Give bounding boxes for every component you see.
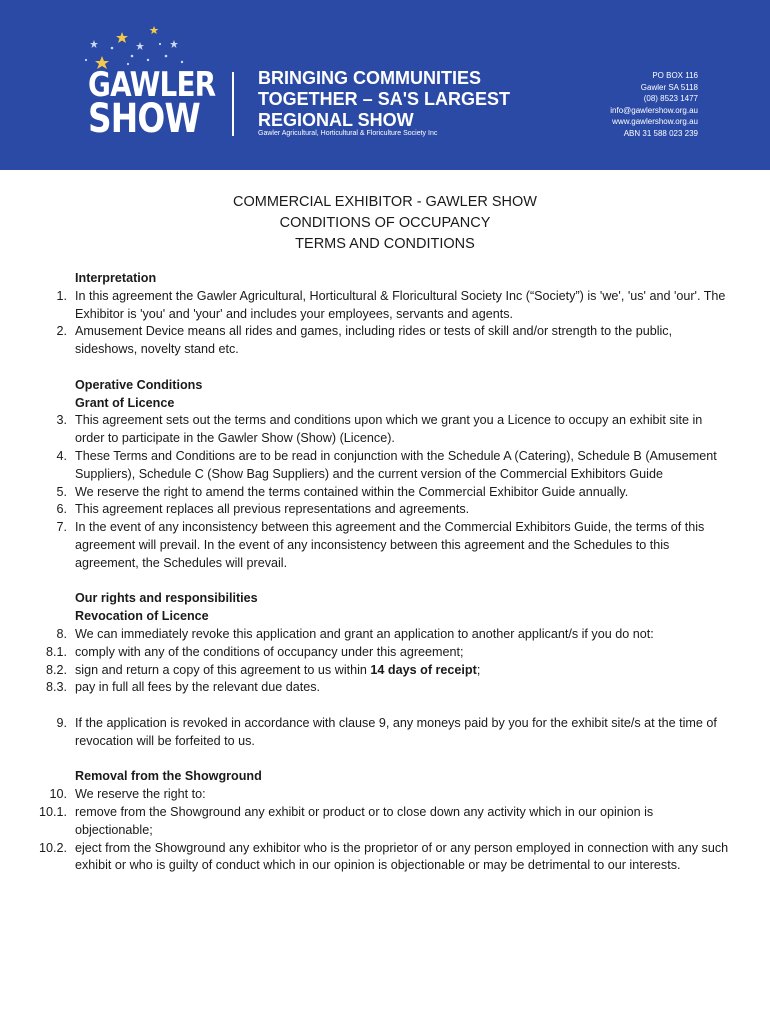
clause-number: 3. xyxy=(56,413,67,428)
clause-number: 4. xyxy=(56,448,67,463)
title-line: COMMERCIAL EXHIBITOR - GAWLER SHOW xyxy=(233,194,537,210)
clause-text: eject from the Showground any exhibitor who is the proprietor of or any person employed in connection with any such exhibit or who is guilty of conduct which in our opinion is objectionable or may be detrimental to our interests. xyxy=(75,840,729,873)
clause-text: In this agreement the Gawler Agricultural, Horticultural & Floricultural Society Inc (“Society”) is 'we', 'us' and 'our'. The Exhibitor is 'you' and 'your' and includes your employees, servants and agents. xyxy=(75,288,726,321)
clause-text: Amusement Device means all rides and games, including rides or tests of skill and/or strength to the public, sideshows, novelty stand etc. xyxy=(75,324,673,357)
tagline-line: BRINGING COMMUNITIES xyxy=(258,68,481,88)
clause-8-2 xyxy=(0,662,770,680)
clause-8-1 xyxy=(0,644,770,662)
document-body xyxy=(0,270,770,875)
tagline-line: TOGETHER – SA'S LARGEST xyxy=(258,89,510,109)
clause-text: This agreement sets out the terms and conditions upon which we grant you a Licence to occupy an exhibit site in order to participate in the Gawler Show (Show) (Licence). xyxy=(75,413,703,446)
clause-text: These Terms and Conditions are to be read in conjunction with the Schedule A (Catering), Schedule B (Amusement Suppliers), Schedule C (Show Bag Suppliers) and the current version of the Commercial Exhibitors Guide xyxy=(75,448,717,481)
section-heading-interpretation: Interpretation xyxy=(75,271,157,285)
clause-3 xyxy=(0,412,770,448)
clause-number: 1. xyxy=(56,288,67,303)
title-line: CONDITIONS OF OCCUPANCY xyxy=(279,215,491,231)
clause-number: 10.2. xyxy=(38,840,67,855)
clause-8-3 xyxy=(0,679,770,697)
clause-text: sign and return a copy of this agreement to us within xyxy=(75,662,371,677)
clause-number: 8. xyxy=(56,626,67,641)
clause-number: 8.3. xyxy=(45,680,67,695)
fireworks-stars-icon xyxy=(82,22,192,70)
clause-10-1 xyxy=(0,804,770,840)
clause-text: remove from the Showground any exhibit or product or to close down any activity which in our opinion is objectionable; xyxy=(75,804,654,837)
clause-text: We can immediately revoke this application and grant an application to another applicant/s if you do not: xyxy=(75,626,654,641)
contact-po-box: PO BOX 116 xyxy=(652,71,698,80)
clause-number: 8.1. xyxy=(45,644,67,659)
header-divider xyxy=(232,72,234,136)
clause-number: 10.1. xyxy=(38,804,67,819)
logo-line-2: SHOW xyxy=(88,96,200,142)
contact-block xyxy=(610,70,698,139)
section-heading-operative: Operative Conditions xyxy=(75,377,203,392)
tagline xyxy=(258,68,510,131)
clause-number: 9. xyxy=(56,715,67,730)
title-line: TERMS AND CONDITIONS xyxy=(295,236,475,252)
subheading-grant-of-licence: Grant of Licence xyxy=(75,395,175,410)
clause-1 xyxy=(0,288,770,324)
clause-10 xyxy=(0,786,770,804)
contact-phone: (08) 8523 1477 xyxy=(643,94,698,103)
contact-website: www.gawlershow.org.au xyxy=(612,117,698,126)
section-heading-rights: Our rights and responsibilities xyxy=(75,591,258,606)
clause-number: 8.2. xyxy=(45,662,67,677)
tagline-line: REGIONAL SHOW xyxy=(258,110,414,130)
clause-9 xyxy=(0,715,770,751)
contact-suburb: Gawler SA 5118 xyxy=(640,82,698,92)
clause-2 xyxy=(0,323,770,359)
contact-email: info@gawlershow.org.au xyxy=(610,105,698,115)
clause-text: comply with any of the conditions of occupancy under this agreement; xyxy=(75,644,464,659)
clause-emphasis: 14 days of receipt xyxy=(370,662,477,677)
clause-number: 2. xyxy=(56,324,67,339)
logo-line-1: GAWLER xyxy=(88,65,216,105)
document-title xyxy=(0,192,770,255)
clause-10-2 xyxy=(0,840,770,876)
subheading-revocation: Revocation of Licence xyxy=(75,609,209,624)
clause-text: We reserve the right to: xyxy=(75,787,206,802)
clause-text: If the application is revoked in accordance with clause 9, any moneys paid by you for the exhibit site/s at the time of revocation will be forfeited to us. xyxy=(75,715,717,748)
clause-4 xyxy=(0,448,770,484)
clause-6 xyxy=(0,501,770,519)
clause-number: 6. xyxy=(56,502,67,517)
society-name: Gawler Agricultural, Horticultural & Floriculture Society Inc xyxy=(258,130,438,137)
clause-8 xyxy=(0,626,770,644)
gawler-show-logo xyxy=(88,65,243,142)
clause-text: pay in full all fees by the relevant due dates. xyxy=(75,680,321,695)
clause-5 xyxy=(0,484,770,502)
clause-text: We reserve the right to amend the terms contained within the Commercial Exhibitor Guide annually. xyxy=(75,484,629,499)
section-heading-removal: Removal from the Showground xyxy=(75,769,262,784)
header-banner xyxy=(0,0,770,170)
clause-number: 5. xyxy=(56,484,67,499)
clause-text: In the event of any inconsistency between this agreement and the Commercial Exhibitors Guide, the terms of this agreement will prevail. In the event of any inconsistency between this agreement and the Schedules to this agreement, the Schedules will prevail. xyxy=(75,520,705,570)
clause-number: 7. xyxy=(56,520,67,535)
clause-7 xyxy=(0,519,770,572)
clause-number: 10. xyxy=(49,787,67,802)
clause-text: This agreement replaces all previous representations and agreements. xyxy=(75,502,470,517)
clause-text: ; xyxy=(476,662,481,677)
contact-abn: ABN 31 588 023 239 xyxy=(623,128,698,138)
